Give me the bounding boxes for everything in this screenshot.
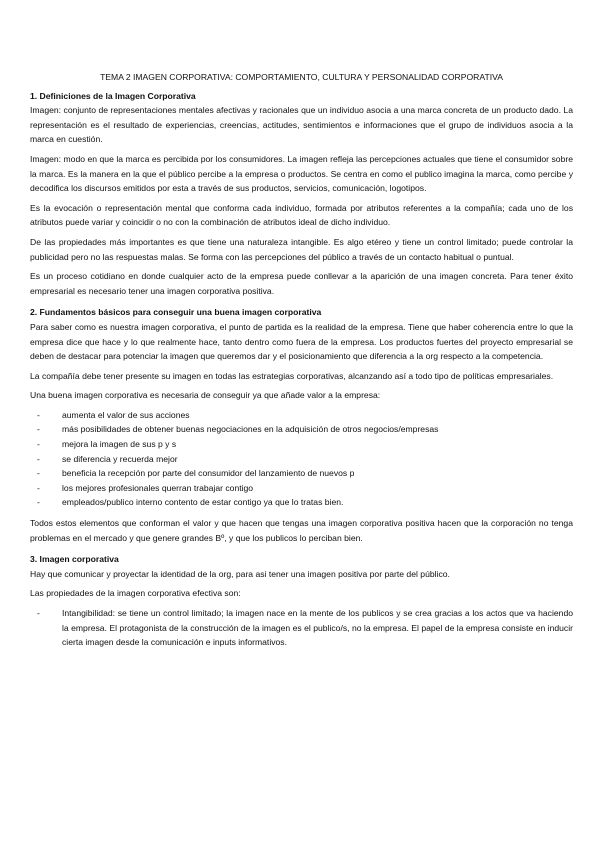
list-item: - beneficia la recepción por parte del consumidor del lanzamiento de nuevos p (30, 466, 573, 481)
section-1-paragraph: Imagen: conjunto de representaciones mentales afectivas y racionales que un individuo asocia a una marca concreta de un producto dado. La representación es el resultado de experiencias, creencias, actitudes, sentimientos e informaciones que el grupo de individuos asocia a la marca en cuestión. (30, 105, 573, 145)
section-2-paragraph: Para saber como es nuestra imagen corporativa, el punto de partida es la realidad de la empresa. Tiene que haber coherencia entre lo que la empresa dice que hace y lo que realmente hace, tanto dentro como fuera de la empresa. Los productos fuertes del proyecto empresarial se deben de destacar para potenciar la imagen que queremos dar y el posicionamiento que diferencia a la org respecto a la competencia. (30, 321, 573, 362)
list-item: - mejora la imagen de sus p y s (30, 437, 573, 452)
document-page (30, 70, 573, 656)
section-1-paragraph: Es la evocación o representación mental que conforma cada individuo, formada por atributos referentes a la compañía; cada uno de los atributos puede variar y coincidir o no con la combinación de atributos ideal de dicho individuo. (30, 202, 573, 228)
section-1-paragraph: De las propiedades más importantes es que tiene una naturaleza intangible. Es algo etéreo y tiene un control limitado; puede controlar la publicidad pero no las respuestas malas. Se forma con las percepciones del público a través de un contacto habitual o puntual. (30, 236, 573, 262)
document-title: TEMA 2 IMAGEN CORPORATIVA: COMPORTAMIENTO, CULTURA Y PERSONALIDAD CORPORATIVA (100, 72, 503, 82)
section-1-heading: 1. Definiciones de la Imagen Corporativa (30, 90, 196, 101)
list-item: - Intangibilidad: se tiene un control limitado; la imagen nace en la mente de los publicos y se crea gracias a los actos que va haciendo la empresa. El protagonista de la construcción de la imagen es el publico/s, no la empresa. El papel de la empresa consiste en inducir cierta imagen desde la comunicación e inputs informativos. (30, 606, 573, 650)
list-item: - empleados/publico interno contento de estar contigo ya que lo tratas bien. (30, 495, 573, 510)
section-3-paragraph: Hay que comunicar y proyectar la identidad de la org, para asi tener una imagen positiva por parte del público. (30, 568, 450, 579)
section-3-paragraph: Las propiedades de la imagen corporativa efectiva son: (30, 588, 241, 599)
section-3-bullet-list (30, 606, 573, 650)
section-2-heading: 2. Fundamentos básicos para conseguir una buena imagen corporativa (30, 307, 322, 318)
list-item: - se diferencia y recuerda mejor (30, 452, 573, 467)
section-2-closing: Todos estos elementos que conforman el valor y que hacen que tengas una imagen corporativa positiva hacen que la corporación no tenga problemas en el mercado y que genere grandes Bº, y que los publicos lo perciban bien. (30, 518, 573, 543)
section-2-paragraph: La compañía debe tener presente su imagen en todas las estrategias corporativas, alcanzando así a todo tipo de políticas empresariales. (30, 370, 554, 381)
section-2-paragraph: Una buena imagen corporativa es necesaria de conseguir ya que añade valor a la empresa: (30, 390, 381, 401)
section-2-bullet-list (30, 408, 573, 510)
section-3-heading: 3. Imagen corporativa (30, 554, 119, 565)
section-1-paragraph: Es un proceso cotidiano en donde cualquier acto de la empresa puede conllevar a la aparición de una imagen concreta. Para tener éxito empresarial es necesario tener una imagen corporativa positiva. (30, 271, 573, 296)
list-item: - aumenta el valor de sus acciones (30, 408, 573, 423)
list-item: - más posibilidades de obtener buenas negociaciones en la adquisición de otros negocios/empresas (30, 422, 573, 437)
section-1-paragraph: Imagen: modo en que la marca es percibida por los consumidores. La imagen refleja las percepciones actuales que tiene el consumidor sobre la marca. Es la manera en la que el público percibe a la empresa o productos. Se centra en como el publico imagina la marca, como percibe y decodifica los discursos emitidos por esta a través de sus productos, servicios, comunicación, logotipos. (30, 153, 573, 194)
list-item: - los mejores profesionales querran trabajar contigo (30, 481, 573, 496)
